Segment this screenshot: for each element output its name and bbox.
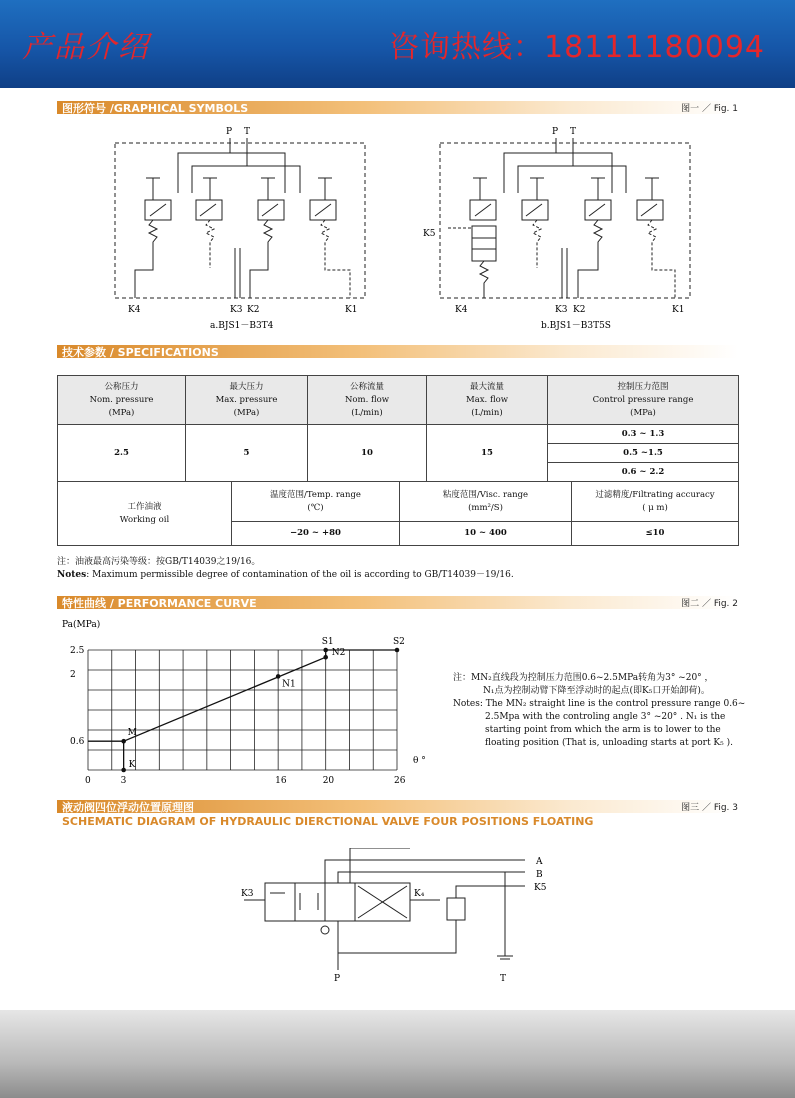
header-max-flow: 最大流量 Max. flow (L/min) <box>427 376 548 425</box>
control-range-3: 0.6 ~ 2.2 <box>548 463 739 482</box>
section-title: 液动阀四位浮动位置原理图 <box>62 801 194 814</box>
curve-note-en-1: Notes: The MN₂ straight line is the control pressure range 0.6~ <box>453 699 746 709</box>
port-k2-label: K2 <box>573 305 586 315</box>
header-filtrating: 过滤精度/Filtrating accuracy ( μ m) <box>572 482 739 522</box>
figure-label: 图三 ／ Fig. 3 <box>681 803 738 813</box>
value-filtrating: ≤10 <box>572 522 739 546</box>
curve-note-en-3: starting point from which the arm is to lower to the <box>485 725 721 735</box>
point-label: M <box>127 728 137 739</box>
point-label: S1 <box>321 637 334 647</box>
y-tick-label: 0.6 <box>70 737 85 748</box>
point-n1 <box>276 674 281 679</box>
point-label: K <box>128 760 136 770</box>
header-nom-pressure: 公称压力 Nom. pressure (MPa) <box>58 376 186 425</box>
notes <box>57 556 514 582</box>
graphical-symbols-diagram <box>0 118 795 338</box>
port-k3-label: K3 <box>555 305 568 315</box>
y-tick-label: 2 <box>70 670 76 680</box>
curve-notes <box>453 672 753 750</box>
value-nom-flow: 10 <box>308 425 427 482</box>
port-k5-label: K5 <box>534 883 547 893</box>
point-k <box>121 768 126 773</box>
point-label: S2 <box>393 637 405 647</box>
note-cn: 注：油液最高污染等级：按GB/T14039之19/16。 <box>57 557 261 567</box>
working-oil: 工作油液 Working oil <box>58 482 232 546</box>
port-k5-label: K5 <box>423 229 436 239</box>
value-temp: −20 ~ +80 <box>232 522 400 546</box>
section-bar-specifications <box>57 345 738 358</box>
x-tick-label: 16 <box>275 776 287 786</box>
header-visc-range: 粘度范围/Visc. range (mm²/S) <box>400 482 572 522</box>
x-tick-label: 20 <box>322 776 335 786</box>
y-tick-label: 2.5 <box>70 646 85 656</box>
port-k4-label: K4 <box>128 305 141 315</box>
header-temp-range: 温度范围/Temp. range (℃) <box>232 482 400 522</box>
header-max-pressure: 最大压力 Max. pressure (MPa) <box>186 376 308 425</box>
value-max-pressure: 5 <box>186 425 308 482</box>
point-m <box>121 739 126 744</box>
port-k4-label: K₄ <box>414 889 425 899</box>
section-bar-graphical-symbols <box>57 101 738 114</box>
figure-label: 图一 ／ Fig. 1 <box>681 104 738 114</box>
port-b-label: B <box>536 870 543 880</box>
port-k1-label: K1 <box>672 305 685 315</box>
value-nom-pressure: 2.5 <box>58 425 186 482</box>
point-s2 <box>395 648 400 653</box>
schematic-diagram <box>0 848 795 988</box>
section-bar-performance-curve <box>57 596 738 609</box>
port-k4-label: K4 <box>455 305 468 315</box>
port-a-label: A <box>536 857 543 867</box>
curve-note-cn-2: N₁点为控制动臂下降至浮动时的起点(即K₅口开始卸荷)。 <box>483 686 710 696</box>
caption-b: b.BJS1－B3T5S <box>541 321 611 331</box>
point-n2 <box>323 655 328 660</box>
spec-table <box>57 375 739 482</box>
value-max-flow: 15 <box>427 425 548 482</box>
section-title: 图形符号 /GRAPHICAL SYMBOLS <box>62 102 249 115</box>
header-nom-flow: 公称流量 Nom. flow (L/min) <box>308 376 427 425</box>
header-control-pressure: 控制压力范围 Control pressure range (MPa) <box>548 376 739 425</box>
port-t-label: T <box>500 974 507 984</box>
footer-decoration <box>0 1010 795 1098</box>
port-p-label: P <box>552 127 559 137</box>
port-p-label: P <box>334 974 341 984</box>
section-bar-schematic <box>57 800 738 813</box>
curve-note-en-2: 2.5Mpa with the controling angle 3° ~20° . N₁ is the <box>485 712 726 722</box>
control-range-2: 0.5 ~1.5 <box>548 444 739 463</box>
performance-chart <box>60 615 440 790</box>
x-tick-label: 26 <box>394 776 406 786</box>
port-k3-label: K3 <box>241 889 254 899</box>
section-title: 特性曲线 / PERFORMANCE CURVE <box>62 597 257 610</box>
top-banner <box>0 0 795 88</box>
oil-table <box>57 481 739 546</box>
x-tick-label: 3 <box>120 776 127 786</box>
port-t-label: T <box>244 127 251 137</box>
value-visc: 10 ~ 400 <box>400 522 572 546</box>
curve-note-en-4: floating position (That is, unloading starts at port K₅ ). <box>485 738 734 748</box>
port-k3-label: K3 <box>230 305 243 315</box>
port-k2-label: K2 <box>247 305 260 315</box>
section-title: 技术参数 / SPECIFICATIONS <box>62 346 219 359</box>
y-axis-label: Pa(MPa) <box>62 620 101 630</box>
schematic-subtitle: SCHEMATIC DIAGRAM OF HYDRAULIC DIERCTIONAL VALVE FOUR POSITIONS FLOATING <box>62 815 594 828</box>
port-p-label: P <box>226 127 233 137</box>
banner-hotline: 咨询热线：18111180094 <box>389 30 765 65</box>
point-label: N1 <box>282 679 296 690</box>
control-range-1: 0.3 ~ 1.3 <box>548 425 739 444</box>
figure-label: 图二 ／ Fig. 2 <box>681 599 738 609</box>
port-t-label: T <box>570 127 577 137</box>
point-label: N2 <box>331 648 346 659</box>
note-en: Notes: Maximum permissible degree of contamination of the oil is according to GB/T14039－19/16. <box>57 570 514 580</box>
x-axis-label: θ ° <box>413 756 426 766</box>
curve-note-cn-1: 注：MN₂直线段为控制压力范围0.6~2.5MPa转角为3° ~20° ， <box>453 673 714 683</box>
caption-a: a.BJS1－B3T4 <box>210 321 274 331</box>
port-k1-label: K1 <box>345 305 358 315</box>
x-tick-label: 0 <box>85 776 91 786</box>
point-s1 <box>323 648 328 653</box>
banner-product-intro: 产品介绍 <box>22 30 150 65</box>
